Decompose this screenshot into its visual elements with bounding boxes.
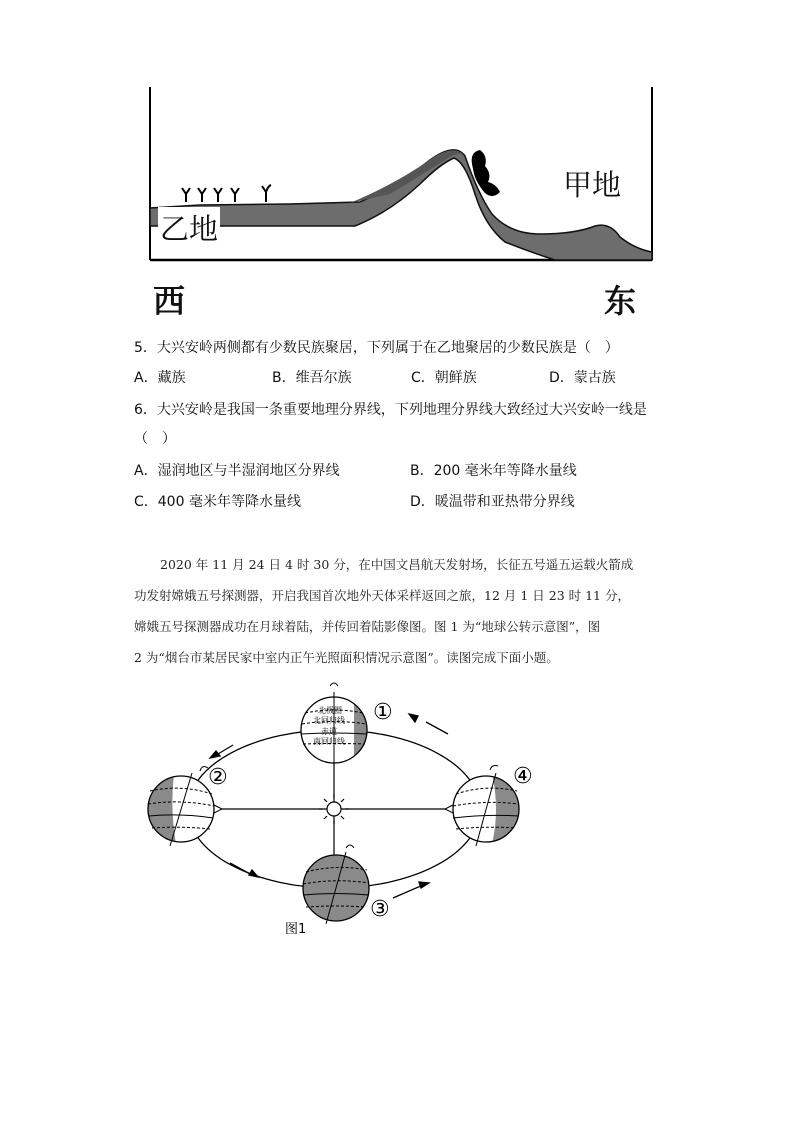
position-label-2: ② [208, 765, 228, 790]
figure-caption: 图1 [285, 922, 307, 937]
position-label-4: ④ [513, 764, 533, 789]
q5-option-b: B．维吾尔族 [272, 370, 352, 386]
q6-option-b: B．200 毫米年等降水量线 [410, 463, 577, 479]
globe-label-arctic-circle: 北极圈 [318, 706, 342, 715]
grass-symbols [182, 185, 271, 202]
question-6-stem-cont: （ ） [134, 431, 176, 447]
label-west: 西 [153, 282, 186, 320]
q5-option-c: C．朝鲜族 [411, 370, 477, 386]
globe-position-4 [453, 766, 522, 847]
position-label-1: ① [373, 700, 393, 725]
passage-line-2: 功发射嫦娥五号探测器，开启我国首次地外天体采样返回之旅，12 月 1 日 23 时 11 分， [134, 588, 630, 603]
question-5-stem: 5．大兴安岭两侧都有少数民族聚居，下列属于在乙地聚居的少数民族是（ ） [134, 340, 619, 356]
passage-line-4: 2 为“烟台市某居民家中室内正午光照面积情况示意图”。读图完成下面小题。 [134, 650, 559, 665]
globe-position-3 [303, 845, 369, 924]
globe-label-tropic-cancer: 北回归线 [313, 716, 345, 725]
q5-option-d: D．蒙古族 [549, 370, 616, 386]
q5-option-a: A．藏族 [134, 370, 186, 386]
label-east: 东 [604, 282, 637, 320]
label-yi: 乙地 [158, 207, 220, 248]
q6-option-a: A．湿润地区与半湿润地区分界线 [134, 463, 340, 479]
globe-label-equator: 赤道 [321, 727, 337, 736]
globe-position-1 [301, 683, 374, 768]
question-6-stem: 6．大兴安岭是我国一条重要地理分界线，下列地理分界线大致经过大兴安岭一线是 [134, 402, 647, 418]
globe-label-tropic-capricorn: 南回归线 [313, 737, 345, 746]
position-label-3: ③ [370, 897, 390, 922]
q6-option-c: C．400 毫米年等降水量线 [134, 494, 301, 510]
passage-line-3: 嫦娥五号探测器成功在月球着陆，并传回着陆影像图。图 1 为“地球公转示意图”，图 [134, 619, 601, 634]
arrow-marker-left [214, 805, 222, 813]
label-jia: 甲地 [563, 168, 622, 202]
passage-line-1: 2020 年 11 月 24 日 4 时 30 分，在中国文昌航天发射场，长征五号遥五运载火箭成 [160, 557, 634, 572]
arrow-marker-right [445, 805, 453, 813]
earth-revolution-diagram [130, 676, 550, 946]
q6-option-d: D．暖温带和亚热带分界线 [410, 494, 575, 510]
